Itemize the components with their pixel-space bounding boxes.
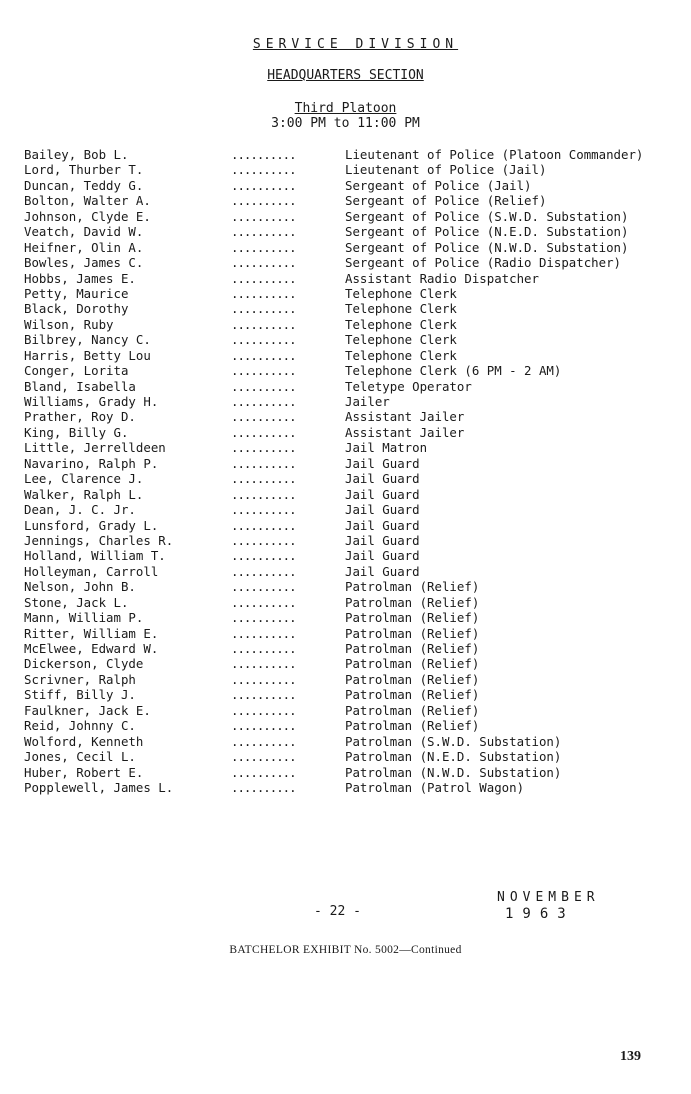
person-name: McElwee, Edward W. [24,641,159,656]
dot-leader: .......... [231,532,296,548]
section-heading: HEADQUARTERS SECTION [267,68,424,83]
person-title: Jail Guard [345,486,420,502]
person-title: Sergeant of Police (S.W.D. Substation) [345,208,629,224]
dot-leader: .......... [231,764,296,780]
person-name: Mann, William P. [24,610,144,626]
person-title: Sergeant of Police (Jail) [345,177,532,193]
dot-leader: .......... [231,162,296,178]
person-title: Telephone Clerk [345,332,457,348]
date-year: 1963 [505,906,575,922]
date-month: NOVEMBER [497,890,600,905]
person-name: Faulkner, Jack E. [24,702,151,718]
person-title: Sergeant of Police (N.W.D. Substation) [345,239,629,255]
platoon-heading: Third Platoon [294,101,397,116]
person-title: Patrolman (Patrol Wagon) [345,779,525,795]
roster-row [0,749,691,764]
person-title: Jailer [345,394,390,409]
person-name: Popplewell, James L. [24,779,174,795]
person-title: Patrolman (Relief) [345,610,480,626]
roster-row [0,734,691,749]
dot-leader: .......... [231,625,296,641]
dot-leader: .......... [231,301,296,317]
person-name: Little, Jerrelldeen [24,440,166,456]
person-name: King, Billy G. [24,424,129,440]
person-title: Sergeant of Police (Relief) [345,193,547,209]
person-title: Patrolman (Relief) [345,687,480,703]
person-name: Black, Dorothy [24,301,129,317]
roster-row [0,533,691,548]
dot-leader: .......... [231,594,296,610]
person-title: Patrolman (Relief) [345,625,480,641]
person-title: Telephone Clerk [345,316,457,332]
person-name: Bowles, James C. [24,255,144,271]
person-name: Holland, William T. [24,548,166,564]
person-title: Patrolman (Relief) [345,579,480,595]
dot-leader: .......... [231,332,296,348]
roster-row [0,564,691,579]
person-name: Veatch, David W. [24,224,144,240]
roster-row [0,162,691,177]
page-number: - 22 - [314,904,361,919]
person-name: Navarino, Ralph P. [24,455,159,471]
person-title: Patrolman (Relief) [345,641,480,656]
person-name: Nelson, John B. [24,579,136,595]
person-title: Patrolman (Relief) [345,718,480,734]
person-title: Jail Guard [345,532,420,548]
dot-leader: .......... [231,517,296,533]
dot-leader: .......... [231,579,296,595]
dot-leader: .......... [231,656,296,672]
person-title: Jail Guard [345,563,420,579]
roster-row [0,286,691,301]
person-name: Wilson, Ruby [24,316,114,332]
person-name: Lunsford, Grady L. [24,517,159,533]
roster-row [0,471,691,486]
dot-leader: .......... [231,224,296,240]
person-name: Huber, Robert E. [24,764,144,780]
roster-row [0,271,691,286]
person-name: Heifner, Olin A. [24,239,144,255]
person-title: Assistant Jailer [345,424,465,440]
roster-row [0,456,691,471]
dot-leader: .......... [231,455,296,471]
dot-leader: .......... [231,733,296,749]
person-title: Telephone Clerk [345,285,457,301]
dot-leader: .......... [231,718,296,734]
division-heading: SERVICE DIVISION [252,37,459,52]
roster-row [0,348,691,363]
dot-leader: .......... [231,378,296,394]
person-name: Johnson, Clyde E. [24,208,151,224]
person-name: Harris, Betty Lou [24,347,151,363]
person-name: Ritter, William E. [24,625,159,641]
person-name: Lee, Clarence J. [24,471,144,487]
person-name: Bailey, Bob L. [24,147,129,162]
person-title: Jail Guard [345,548,420,564]
dot-leader: .......... [231,409,296,425]
person-name: Conger, Lorita [24,363,129,379]
roster-row [0,687,691,702]
roster-row [0,487,691,502]
dot-leader: .......... [231,610,296,626]
roster-row [0,595,691,610]
dot-leader: .......... [231,270,296,286]
roster-row [0,255,691,270]
dot-leader: .......... [231,486,296,502]
dot-leader: .......... [231,316,296,332]
person-title: Sergeant of Police (Radio Dispatcher) [345,255,622,271]
dot-leader: .......... [231,255,296,271]
roster-row [0,579,691,594]
roster-row [0,518,691,533]
roster-row [0,317,691,332]
dot-leader: .......... [231,502,296,518]
person-title: Lieutenant of Police (Platoon Commander) [345,147,644,162]
exhibit-caption: BATCHELOR EXHIBIT No. 5002—Continued [229,944,462,956]
dot-leader: .......... [231,471,296,487]
roster-row [0,394,691,409]
roster-row [0,656,691,671]
dot-leader: .......... [231,208,296,224]
person-title: Telephone Clerk [345,347,457,363]
person-name: Prather, Roy D. [24,409,136,425]
person-name: Walker, Ralph L. [24,486,144,502]
roster-row [0,193,691,208]
person-title: Telephone Clerk (6 PM - 2 AM) [345,363,562,379]
dot-leader: .......... [231,749,296,765]
roster-row [0,363,691,378]
dot-leader: .......... [231,394,296,409]
person-name: Dean, J. C. Jr. [24,502,136,518]
roster-row [0,703,691,718]
person-name: Bland, Isabella [24,378,136,394]
person-name: Jones, Cecil L. [24,749,136,765]
dot-leader: .......... [231,177,296,193]
person-name: Duncan, Teddy G. [24,177,144,193]
person-title: Lieutenant of Police (Jail) [345,162,547,178]
roster-row [0,332,691,347]
roster-row [0,548,691,563]
roster-row [0,301,691,316]
person-name: Stone, Jack L. [24,594,129,610]
person-title: Assistant Radio Dispatcher [345,270,539,286]
personnel-roster [0,147,691,795]
roster-row [0,626,691,641]
dot-leader: .......... [231,702,296,718]
dot-leader: .......... [231,641,296,656]
person-name: Jennings, Charles R. [24,532,174,548]
roster-row [0,147,691,162]
roster-row [0,379,691,394]
person-title: Jail Guard [345,455,420,471]
roster-row [0,425,691,440]
person-title: Jail Matron [345,440,428,456]
roster-row [0,610,691,625]
person-name: Bolton, Walter A. [24,193,151,209]
dot-leader: .......... [231,363,296,379]
person-name: Bilbrey, Nancy C. [24,332,151,348]
shift-hours: 3:00 PM to 11:00 PM [271,116,420,131]
person-name: Dickerson, Clyde [24,656,144,672]
roster-row [0,178,691,193]
person-title: Assistant Jailer [345,409,465,425]
person-title: Jail Guard [345,517,420,533]
person-title: Sergeant of Police (N.E.D. Substation) [345,224,629,240]
roster-row [0,240,691,255]
roster-row [0,780,691,795]
person-title: Patrolman (N.W.D. Substation) [345,764,562,780]
dot-leader: .......... [231,671,296,687]
dot-leader: .......... [231,285,296,301]
dot-leader: .......... [231,424,296,440]
roster-row [0,672,691,687]
dot-leader: .......... [231,347,296,363]
person-name: Stiff, Billy J. [24,687,136,703]
person-name: Lord, Thurber T. [24,162,144,178]
dot-leader: .......... [231,548,296,564]
person-title: Jail Guard [345,471,420,487]
person-title: Patrolman (Relief) [345,656,480,672]
person-title: Telephone Clerk [345,301,457,317]
dot-leader: .......... [231,779,296,795]
folio-number: 139 [620,1049,641,1064]
person-name: Scrivner, Ralph [24,671,136,687]
person-title: Patrolman (N.E.D. Substation) [345,749,562,765]
person-name: Petty, Maurice [24,285,129,301]
dot-leader: .......... [231,687,296,703]
dot-leader: .......... [231,440,296,456]
person-title: Teletype Operator [345,378,472,394]
person-title: Patrolman (S.W.D. Substation) [345,733,562,749]
person-title: Patrolman (Relief) [345,671,480,687]
roster-row [0,502,691,517]
person-name: Holleyman, Carroll [24,563,159,579]
person-title: Patrolman (Relief) [345,702,480,718]
dot-leader: .......... [231,563,296,579]
person-name: Williams, Grady H. [24,394,159,409]
dot-leader: .......... [231,147,296,162]
roster-row [0,765,691,780]
dot-leader: .......... [231,239,296,255]
roster-row [0,718,691,733]
person-name: Wolford, Kenneth [24,733,144,749]
person-name: Reid, Johnny C. [24,718,136,734]
roster-row [0,409,691,424]
person-title: Jail Guard [345,502,420,518]
roster-row [0,209,691,224]
roster-row [0,440,691,455]
roster-row [0,641,691,656]
person-title: Patrolman (Relief) [345,594,480,610]
dot-leader: .......... [231,193,296,209]
roster-row [0,224,691,239]
person-name: Hobbs, James E. [24,270,136,286]
